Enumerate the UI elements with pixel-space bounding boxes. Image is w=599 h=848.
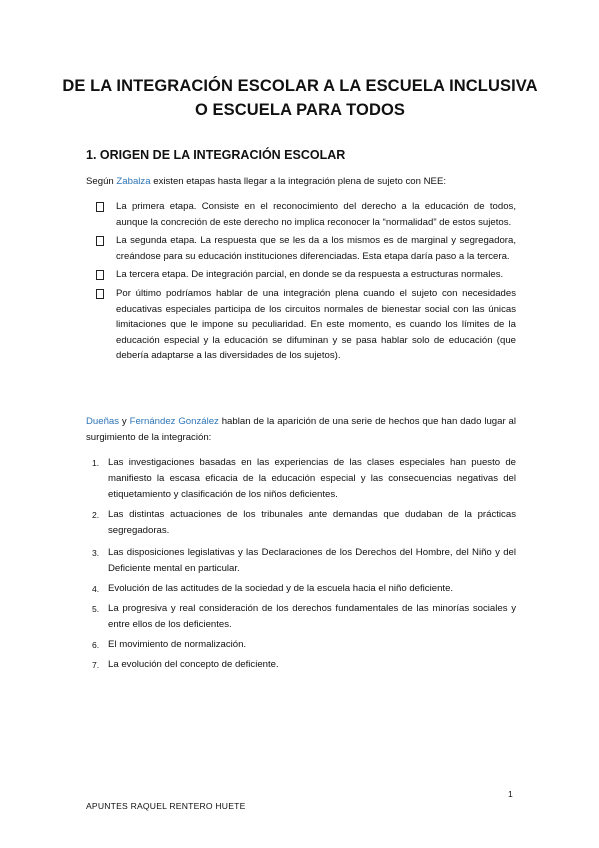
list-number: 5. <box>92 604 100 614</box>
checkbox-bullet-icon <box>96 270 104 280</box>
author-link-fernandez-gonzalez[interactable]: Fernández González <box>129 416 219 427</box>
list-item-text: La primera etapa. Consiste en el reconocimiento del derecho a la educación de todos, aunque la concreción de este derecho no implica reconocer la “normalidad” de estos sujetos. <box>116 201 516 228</box>
list-item-text: Por último podríamos hablar de una integración plena cuando el sujeto con necesidades educativas especiales participa de los circuitos normales de bienestar social con las únicas limitaciones que le impone su peculiaridad. En este momento, es cuando los límites de la educación especial y la educación se difuminan y se pasa hablar solo de educación (que debería adaptarse a las diversidades de los sujetos). <box>116 287 516 362</box>
page-number: 1 <box>508 789 513 799</box>
paragraph-text: hablan de la aparición de una serie de hechos que han dado lugar al surgimiento de la integración: <box>86 416 516 443</box>
author-link-duenas[interactable]: Dueñas <box>86 416 120 427</box>
list-item-text: La tercera etapa. De integración parcial, en donde se da respuesta a estructuras normales. <box>116 269 504 281</box>
intro-paragraph <box>86 175 526 188</box>
authors-paragraph <box>86 414 516 446</box>
list-item-text: La segunda etapa. La respuesta que se les da a los mismos es de marginal y segregadora, creándose para su educación instituciones diferenciadas. Esta etapa daría paso a la tercera. <box>116 235 516 262</box>
list-item-text: Las investigaciones basadas en las experiencias de las clases especiales han puesto de manifiesto la escasa eficacia de la educación especial y las consecuencias negativas del etiquetamiento y clasificación de los niños deficientes. <box>108 457 516 500</box>
list-number: 7. <box>92 660 100 670</box>
stages-list <box>96 199 516 367</box>
facts-list <box>92 455 516 673</box>
document-title: DE LA INTEGRACIÓN ESCOLAR A LA ESCUELA INCLUSIVA O ESCUELA PARA TODOS <box>62 77 538 119</box>
list-item-text: Las disposiciones legislativas y las Declaraciones de los Derechos del Hombre, del Niño y del Deficiente mental en particular. <box>108 547 516 574</box>
list-number: 1. <box>92 458 100 468</box>
list-item-text: La progresiva y real consideración de los derechos fundamentales de las minorías sociales y entre ellos de los deficientes. <box>108 603 516 630</box>
list-item <box>96 199 516 230</box>
intro-text-after: existen etapas hasta llegar a la integración plena de sujeto con NEE: <box>150 176 447 187</box>
list-item <box>92 657 516 673</box>
section-heading: 1. ORIGEN DE LA INTEGRACIÓN ESCOLAR <box>86 148 346 162</box>
list-item <box>96 233 516 264</box>
list-item-text: El movimiento de normalización. <box>108 639 247 650</box>
connector-text: y <box>119 416 130 427</box>
list-item <box>92 455 516 503</box>
list-item-text: La evolución del concepto de deficiente. <box>108 659 279 670</box>
list-item <box>92 507 516 539</box>
checkbox-bullet-icon <box>96 289 104 299</box>
list-number: 3. <box>92 548 100 558</box>
footer-author: APUNTES RAQUEL RENTERO HUETE <box>86 801 246 811</box>
list-item-text: Evolución de las actitudes de la sociedad y de la escuela hacia el niño deficiente. <box>108 583 454 594</box>
list-item <box>92 545 516 577</box>
list-item <box>92 637 516 653</box>
author-link-zabalza[interactable]: Zabalza <box>116 176 151 187</box>
list-item <box>96 286 516 364</box>
list-item <box>92 601 516 633</box>
list-item-text: Las distintas actuaciones de los tribunales ante demandas que dudaban de la prácticas segregadoras. <box>108 509 516 536</box>
list-number: 4. <box>92 584 100 594</box>
list-item <box>96 267 516 283</box>
checkbox-bullet-icon <box>96 236 104 246</box>
intro-text-before: Según <box>86 176 117 187</box>
list-item <box>92 581 516 597</box>
list-number: 6. <box>92 640 100 650</box>
checkbox-bullet-icon <box>96 202 104 212</box>
list-number: 2. <box>92 510 100 520</box>
